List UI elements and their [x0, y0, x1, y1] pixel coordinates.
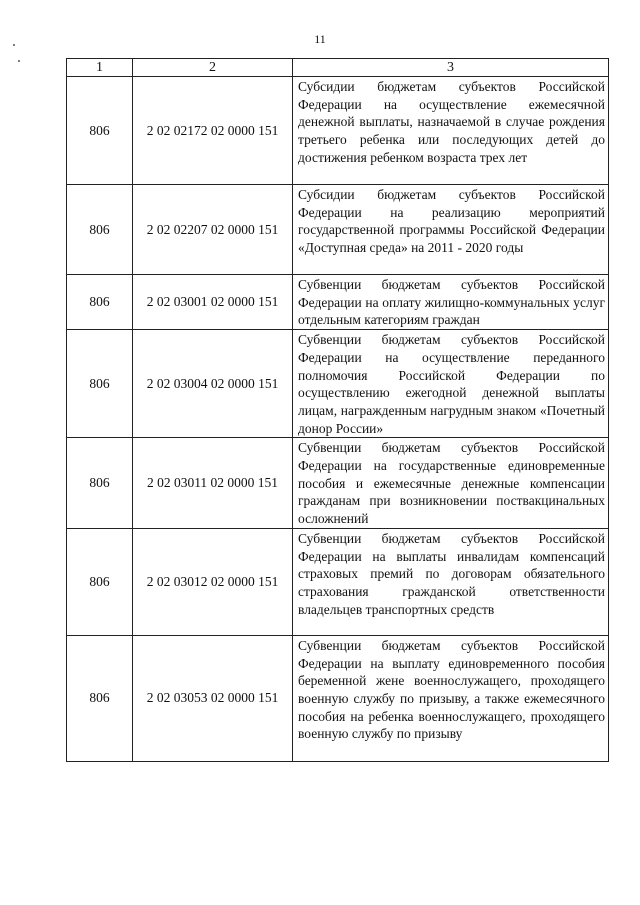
description-cell: Субвенции бюджетам субъектов Российской Федерации на оплату жилищно-коммунальных услуг отдельным категориям граждан [293, 275, 609, 330]
table-row [67, 275, 609, 330]
admin-code-cell: 806 [67, 330, 133, 438]
table-row [67, 185, 609, 275]
description-cell: Субвенции бюджетам субъектов Российской Федерации на осуществление переданного полномочия Российской Федерации по осуществлению ежегодной денежной выплаты лицам, награжденным нагрудным знаком «Почетный донор России» [293, 330, 609, 438]
description-cell: Субвенции бюджетам субъектов Российской Федерации на выплаты инвалидам компенсаций страховых премий по договорам обязательного страхования гражданской ответственности владельцев транспортных средств [293, 528, 609, 635]
table-row [67, 635, 609, 761]
budget-codes-table [66, 58, 609, 762]
description-cell: Субсидии бюджетам субъектов Российской Федерации на осуществление ежемесячной денежной выплаты, назначаемой в случае рождения третьего ребенка или последующих детей до достижения ребенком возраста трех лет [293, 77, 609, 185]
admin-code-cell: 806 [67, 185, 133, 275]
kbk-code-cell: 2 02 02172 02 0000 151 [133, 77, 293, 185]
table-row [67, 438, 609, 529]
column-header-1: 1 [67, 59, 133, 77]
page-number: 11 [314, 32, 326, 46]
admin-code-cell: 806 [67, 635, 133, 761]
kbk-code-cell: 2 02 03004 02 0000 151 [133, 330, 293, 438]
scan-speck [13, 44, 15, 46]
kbk-code-cell: 2 02 03001 02 0000 151 [133, 275, 293, 330]
description-cell: Субвенции бюджетам субъектов Российской Федерации на выплату единовременного пособия беременной жене военнослужащего, проходящего военную службу по призыву, а также ежемесячного пособия на ребенка военнослужащего, проходящего военную службу по призыву [293, 635, 609, 761]
kbk-code-cell: 2 02 03053 02 0000 151 [133, 635, 293, 761]
admin-code-cell: 806 [67, 528, 133, 635]
table-row [67, 77, 609, 185]
kbk-code-cell: 2 02 03011 02 0000 151 [133, 438, 293, 529]
scan-speck [18, 60, 20, 62]
description-cell: Субсидии бюджетам субъектов Российской Федерации на реализацию мероприятий государственной программы Российской Федерации «Доступная среда» на 2011 - 2020 годы [293, 185, 609, 275]
table-header-row [67, 59, 609, 77]
admin-code-cell: 806 [67, 77, 133, 185]
kbk-code-cell: 2 02 03012 02 0000 151 [133, 528, 293, 635]
column-header-2: 2 [133, 59, 293, 77]
table-row [67, 330, 609, 438]
admin-code-cell: 806 [67, 438, 133, 529]
column-header-3: 3 [293, 59, 609, 77]
admin-code-cell: 806 [67, 275, 133, 330]
description-cell: Субвенции бюджетам субъектов Российской Федерации на государственные единовременные пособия и ежемесячные денежные компенсации гражданам при возникновении поствакцинальных осложнений [293, 438, 609, 529]
table-row [67, 528, 609, 635]
kbk-code-cell: 2 02 02207 02 0000 151 [133, 185, 293, 275]
